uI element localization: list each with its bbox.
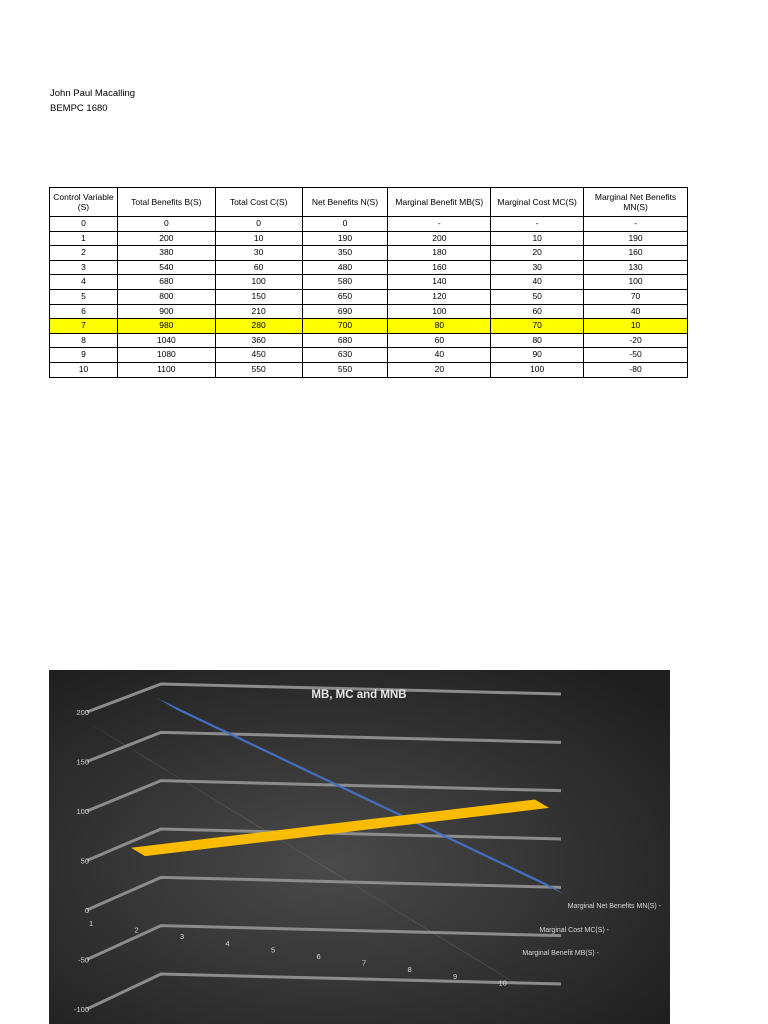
col-header-marginal-benefit: Marginal Benefit MB(S) [388, 188, 491, 217]
y-tick-label: 50 [80, 856, 89, 866]
table-row [50, 333, 688, 348]
x-tick-label: 5 [271, 945, 276, 955]
table-row [50, 275, 688, 290]
table-row [50, 231, 688, 246]
table-cell: 350 [302, 246, 388, 261]
table-cell: 40 [584, 304, 688, 319]
table-cell: 630 [302, 348, 388, 363]
table-cell: 10 [491, 231, 584, 246]
author-name: John Paul Macalling [50, 88, 136, 99]
col-header-net-benefits: Net Benefits N(S) [302, 188, 388, 217]
series-label: Marginal Benefit MB(S) - [522, 950, 599, 957]
table-cell: - [388, 217, 491, 232]
table-cell: 580 [302, 275, 388, 290]
y-tick-label: -100 [73, 1005, 89, 1014]
table-cell: 90 [491, 348, 584, 363]
table-cell: 0 [117, 217, 215, 232]
author-info [50, 86, 135, 116]
table-cell: 550 [302, 362, 388, 377]
table-cell: 10 [50, 362, 118, 377]
table-cell: 280 [215, 319, 302, 334]
table-cell: 900 [117, 304, 215, 319]
table-cell: 20 [491, 246, 584, 261]
x-tick-label: 9 [453, 971, 458, 981]
col-header-marginal-cost: Marginal Cost MC(S) [491, 188, 584, 217]
table-cell: 140 [388, 275, 491, 290]
col-header-total-benefits: Total Benefits B(S) [117, 188, 215, 217]
table-cell: 4 [50, 275, 118, 290]
table-cell: 800 [117, 289, 215, 304]
table-row [50, 246, 688, 261]
table-cell: 100 [491, 362, 584, 377]
table-row [50, 260, 688, 275]
course-code: BEMPC 1680 [50, 103, 108, 114]
table-cell: 680 [117, 275, 215, 290]
table-cell: 0 [302, 217, 388, 232]
table-cell: 30 [215, 246, 302, 261]
table-row [50, 319, 688, 334]
table-cell: 360 [215, 333, 302, 348]
table-cell: 20 [388, 362, 491, 377]
table-cell: 540 [117, 260, 215, 275]
table-row [50, 348, 688, 363]
table-cell: 1040 [117, 333, 215, 348]
table-cell: 8 [50, 333, 118, 348]
table-cell: -80 [584, 362, 688, 377]
table-cell: 160 [388, 260, 491, 275]
x-tick-label: 10 [498, 978, 507, 988]
table-cell: 680 [302, 333, 388, 348]
table-cell: 200 [117, 231, 215, 246]
table-cell: 60 [388, 333, 491, 348]
table-cell: 380 [117, 246, 215, 261]
chart-title: MB, MC and MNB [311, 689, 407, 701]
x-tick-label: 4 [225, 938, 230, 948]
table-cell: 30 [491, 260, 584, 275]
table-cell: 120 [388, 289, 491, 304]
table-cell: 6 [50, 304, 118, 319]
table-cell: 60 [215, 260, 302, 275]
table-cell: 210 [215, 304, 302, 319]
table-cell: 100 [584, 275, 688, 290]
table-cell: 980 [117, 319, 215, 334]
table-cell: 60 [491, 304, 584, 319]
table-cell: 0 [215, 217, 302, 232]
table-cell: 2 [50, 246, 118, 261]
table-cell: 80 [388, 319, 491, 334]
chart-canvas [49, 670, 670, 1024]
table-cell: 80 [491, 333, 584, 348]
col-header-total-cost: Total Cost C(S) [215, 188, 302, 217]
table-cell: 1080 [117, 348, 215, 363]
table-cell: 40 [388, 348, 491, 363]
x-tick-label: 1 [89, 919, 94, 928]
table-cell: 0 [50, 217, 118, 232]
table-cell: - [584, 217, 688, 232]
y-tick-label: 100 [76, 807, 89, 816]
table-cell: 690 [302, 304, 388, 319]
table-cell: 700 [302, 319, 388, 334]
y-tick-label: 0 [84, 906, 89, 915]
x-tick-label: 7 [362, 958, 367, 968]
table-cell: 180 [388, 246, 491, 261]
table-row [50, 289, 688, 304]
table-cell: 190 [584, 231, 688, 246]
table-cell: 1100 [117, 362, 215, 377]
table-cell: 10 [584, 319, 688, 334]
table-cell: 450 [215, 348, 302, 363]
table-cell: 50 [491, 289, 584, 304]
mb-mc-mnb-chart [49, 670, 670, 1024]
table-cell: 9 [50, 348, 118, 363]
y-tick-label: -50 [78, 955, 89, 965]
table-row [50, 304, 688, 319]
table-cell: 160 [584, 246, 688, 261]
table-cell: 1 [50, 231, 118, 246]
table-cell: 7 [50, 319, 118, 334]
table-header-row [50, 188, 688, 217]
series-label: Marginal Cost MC(S) - [539, 927, 609, 934]
table-cell: 5 [50, 289, 118, 304]
series-label: Marginal Net Benefits MN(S) - [567, 903, 661, 910]
table-cell: 10 [215, 231, 302, 246]
marginal-analysis-table [49, 187, 688, 378]
table-cell: -50 [584, 348, 688, 363]
table-cell: 100 [215, 275, 302, 290]
table-cell: 130 [584, 260, 688, 275]
table-cell: 200 [388, 231, 491, 246]
x-tick-label: 2 [134, 925, 139, 935]
table-cell: 70 [584, 289, 688, 304]
table-cell: - [491, 217, 584, 232]
table-cell: 650 [302, 289, 388, 304]
table-row [50, 217, 688, 232]
x-tick-label: 6 [316, 952, 321, 961]
table-cell: 190 [302, 231, 388, 246]
table-cell: -20 [584, 333, 688, 348]
table-cell: 550 [215, 362, 302, 377]
y-tick-label: 200 [76, 708, 89, 717]
table-cell: 100 [388, 304, 491, 319]
col-header-control-variable: Control Variable (S) [50, 188, 118, 217]
x-tick-label: 8 [407, 965, 412, 975]
table-row [50, 362, 688, 377]
table-cell: 70 [491, 319, 584, 334]
y-tick-label: 150 [76, 757, 89, 767]
col-header-marginal-net-benefits: Marginal Net Benefits MN(S) [584, 188, 688, 217]
table-cell: 150 [215, 289, 302, 304]
x-tick-label: 3 [180, 932, 185, 942]
table-cell: 40 [491, 275, 584, 290]
table-cell: 3 [50, 260, 118, 275]
table-cell: 480 [302, 260, 388, 275]
